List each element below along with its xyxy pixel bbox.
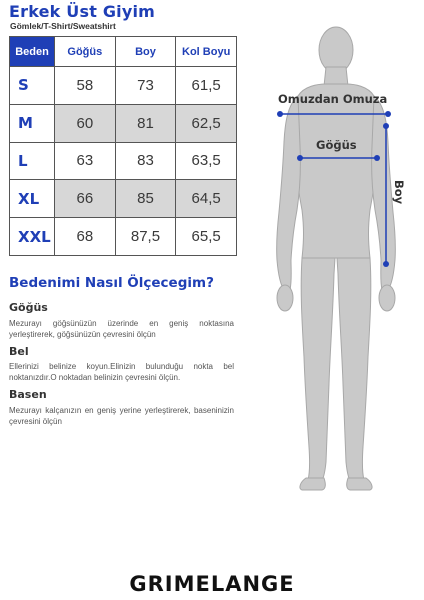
size-cell: XXL	[10, 218, 55, 256]
chest-cell: 68	[55, 218, 116, 256]
table-row	[10, 180, 237, 218]
length-measure-end	[383, 261, 389, 267]
table-row	[10, 142, 237, 180]
sleeve-cell: 63,5	[176, 142, 237, 180]
shoulder-measure-start	[277, 111, 283, 117]
column-header-size: Beden	[10, 37, 55, 67]
body-figure	[258, 22, 418, 492]
size-table-header	[10, 37, 237, 67]
guide-heading: Bedenimi Nasıl Ölçecegim?	[9, 275, 214, 291]
guide-section-text-hip: Mezurayı kalçanızın en geniş yerine yerleştirerek, baseninizin çevresini ölçün	[9, 406, 234, 426]
chest-cell: 66	[55, 180, 116, 218]
length-cell: 85	[115, 180, 176, 218]
length-measure-start	[383, 123, 389, 129]
chest-measure-start	[297, 155, 303, 161]
chest-cell: 60	[55, 104, 116, 142]
shoulder-label: Omuzdan Omuza	[278, 92, 388, 106]
guide-section-title-chest: Göğüs	[9, 301, 48, 314]
column-header-length: Boy	[115, 37, 176, 67]
guide-section-text-chest: Mezurayı göğsünüzün üzerinde en geniş noktasına yerleştirerek, göğsünüzün çevresini ölçün	[9, 319, 234, 339]
sleeve-cell: 64,5	[176, 180, 237, 218]
table-row	[10, 67, 237, 105]
column-header-sleeve: Kol Boyu	[176, 37, 237, 67]
sleeve-cell: 65,5	[176, 218, 237, 256]
guide-section-title-hip: Basen	[9, 388, 47, 401]
page-title: Erkek Üst Giyim	[9, 2, 156, 21]
guide-section-text-waist: Ellerinizi belinize koyun.Elinizin bulunduğu nokta bel noktanızdır.O noktadan belinizin çevresini ölçün.	[9, 362, 234, 382]
page-subtitle: Gömlek/T-Shirt/Sweatshirt	[10, 21, 116, 31]
length-cell: 87,5	[115, 218, 176, 256]
chest-measure-end	[374, 155, 380, 161]
sleeve-cell: 62,5	[176, 104, 237, 142]
size-table	[9, 36, 237, 256]
size-cell: M	[10, 104, 55, 142]
size-cell: XL	[10, 180, 55, 218]
sleeve-cell: 61,5	[176, 67, 237, 105]
table-row	[10, 104, 237, 142]
brand-logo: GRIMELANGE	[129, 572, 295, 596]
size-cell: L	[10, 142, 55, 180]
length-label: Boy	[392, 180, 406, 205]
chest-cell: 58	[55, 67, 116, 105]
column-header-chest: Göğüs	[55, 37, 116, 67]
length-cell: 83	[115, 142, 176, 180]
table-row	[10, 218, 237, 256]
length-cell: 81	[115, 104, 176, 142]
shoulder-measure-end	[385, 111, 391, 117]
size-cell: S	[10, 67, 55, 105]
chest-cell: 63	[55, 142, 116, 180]
length-cell: 73	[115, 67, 176, 105]
guide-section-title-waist: Bel	[9, 345, 29, 358]
chest-label: Göğüs	[316, 138, 357, 152]
